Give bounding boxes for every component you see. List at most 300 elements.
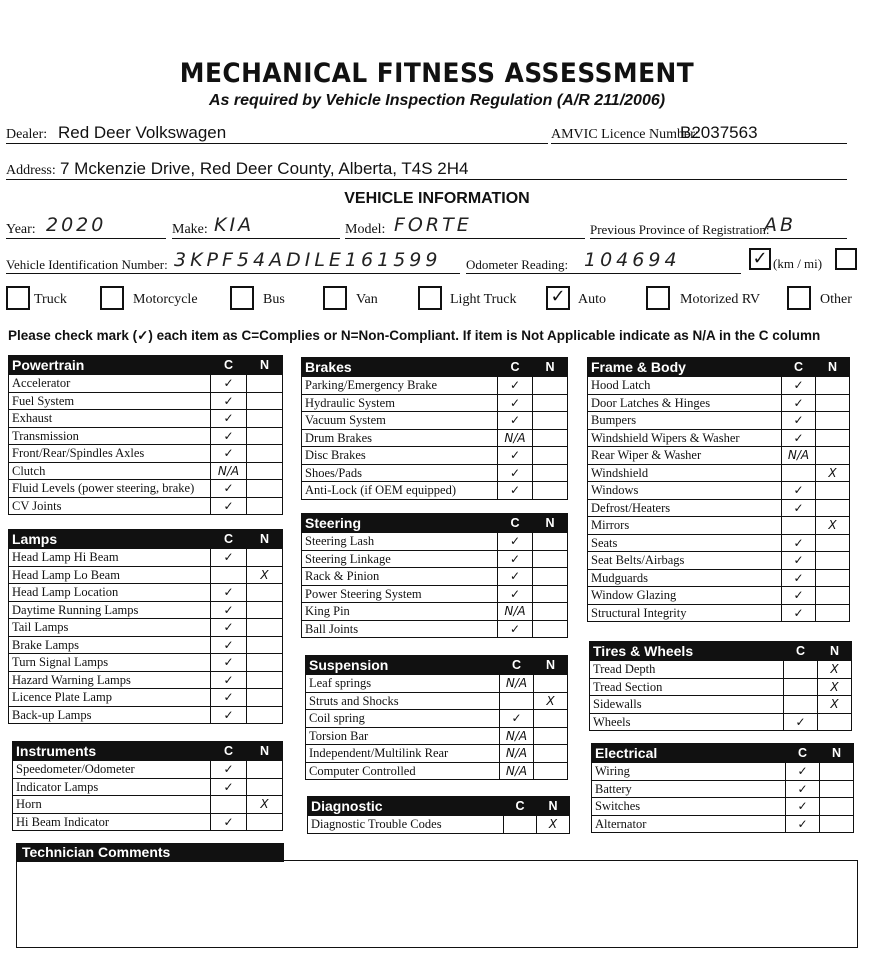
non-compliant-cell[interactable] bbox=[247, 497, 283, 515]
complies-cell[interactable]: N/A bbox=[211, 462, 247, 480]
complies-cell[interactable]: ✓ bbox=[498, 464, 533, 482]
complies-cell[interactable]: ✓ bbox=[498, 533, 533, 551]
non-compliant-cell[interactable] bbox=[533, 482, 568, 500]
complies-cell[interactable] bbox=[504, 816, 537, 834]
auto-checkbox[interactable]: ✓ bbox=[546, 286, 570, 310]
frame-body-col-n: N bbox=[816, 358, 850, 377]
non-compliant-cell[interactable]: X bbox=[534, 692, 568, 710]
non-compliant-cell[interactable] bbox=[247, 584, 283, 602]
complies-cell[interactable]: N/A bbox=[500, 745, 534, 763]
item-label: Hazard Warning Lamps bbox=[9, 671, 211, 689]
non-compliant-cell[interactable] bbox=[533, 464, 568, 482]
item-label: Rack & Pinion bbox=[302, 568, 498, 586]
complies-cell[interactable]: ✓ bbox=[211, 584, 247, 602]
frame-body-row bbox=[588, 569, 850, 587]
brakes-col-c: C bbox=[498, 358, 533, 377]
complies-cell[interactable]: ✓ bbox=[211, 410, 247, 428]
non-compliant-cell[interactable] bbox=[816, 569, 850, 587]
non-compliant-cell[interactable] bbox=[816, 499, 850, 517]
form-title: MECHANICAL FITNESS ASSESSMENT bbox=[179, 58, 695, 89]
suspension-table bbox=[305, 655, 568, 780]
non-compliant-cell[interactable] bbox=[247, 392, 283, 410]
complies-cell[interactable]: ✓ bbox=[782, 377, 816, 395]
instruments-header-row bbox=[13, 742, 283, 761]
tires-wheels-row bbox=[590, 696, 852, 714]
complies-cell[interactable]: N/A bbox=[500, 675, 534, 693]
tires-wheels-col-n: N bbox=[818, 642, 852, 661]
complies-cell[interactable]: ✓ bbox=[211, 392, 247, 410]
steering-row bbox=[302, 568, 568, 586]
frame-body-row bbox=[588, 517, 850, 535]
complies-cell[interactable]: ✓ bbox=[498, 585, 533, 603]
non-compliant-cell[interactable] bbox=[533, 429, 568, 447]
powertrain-row bbox=[9, 497, 283, 515]
frame-body-row bbox=[588, 499, 850, 517]
brakes-row bbox=[302, 464, 568, 482]
light-truck-label: Light Truck bbox=[450, 292, 517, 307]
non-compliant-cell[interactable] bbox=[534, 710, 568, 728]
non-compliant-cell[interactable]: X bbox=[537, 816, 570, 834]
complies-cell[interactable]: ✓ bbox=[784, 713, 818, 731]
complies-cell[interactable]: ✓ bbox=[786, 763, 820, 781]
year-label: Year: bbox=[6, 222, 36, 237]
item-label: Seats bbox=[588, 534, 782, 552]
non-compliant-cell[interactable] bbox=[816, 534, 850, 552]
powertrain-row bbox=[9, 445, 283, 463]
year-underline bbox=[6, 238, 166, 239]
lamps-table bbox=[8, 529, 283, 724]
item-label: Tread Depth bbox=[590, 661, 784, 679]
complies-cell[interactable] bbox=[782, 517, 816, 535]
item-label: CV Joints bbox=[9, 497, 211, 515]
complies-cell[interactable]: ✓ bbox=[782, 412, 816, 430]
model-label: Model: bbox=[345, 222, 386, 237]
complies-cell[interactable] bbox=[500, 692, 534, 710]
lamps-row bbox=[9, 549, 283, 567]
item-label: Defrost/Heaters bbox=[588, 499, 782, 517]
powertrain-row bbox=[9, 427, 283, 445]
item-label: Bumpers bbox=[588, 412, 782, 430]
lamps-row bbox=[9, 654, 283, 672]
item-label: Fuel System bbox=[9, 392, 211, 410]
complies-cell[interactable]: ✓ bbox=[782, 569, 816, 587]
km-checkbox[interactable]: ✓ bbox=[749, 248, 771, 270]
non-compliant-cell[interactable] bbox=[247, 480, 283, 498]
complies-cell[interactable] bbox=[784, 678, 818, 696]
electrical-row bbox=[592, 763, 854, 781]
item-label: Sidewalls bbox=[590, 696, 784, 714]
non-compliant-cell[interactable] bbox=[533, 377, 568, 395]
instruments-row bbox=[13, 796, 283, 814]
non-compliant-cell[interactable] bbox=[533, 394, 568, 412]
complies-cell[interactable]: ✓ bbox=[786, 798, 820, 816]
non-compliant-cell[interactable] bbox=[816, 447, 850, 465]
suspension-row bbox=[306, 745, 568, 763]
complies-cell[interactable]: ✓ bbox=[782, 429, 816, 447]
non-compliant-cell[interactable]: X bbox=[816, 464, 850, 482]
non-compliant-cell[interactable] bbox=[247, 549, 283, 567]
item-label: Shoes/Pads bbox=[302, 464, 498, 482]
lamps-row bbox=[9, 671, 283, 689]
powertrain-col-c: C bbox=[211, 356, 247, 375]
motorized-rv-checkbox[interactable] bbox=[646, 286, 670, 310]
electrical-table bbox=[591, 743, 854, 833]
licence-underline bbox=[551, 143, 847, 144]
complies-cell[interactable] bbox=[782, 464, 816, 482]
item-label: Battery bbox=[592, 780, 786, 798]
non-compliant-cell[interactable] bbox=[820, 780, 854, 798]
suspension-row bbox=[306, 727, 568, 745]
complies-cell[interactable] bbox=[211, 796, 247, 814]
complies-cell[interactable]: ✓ bbox=[782, 499, 816, 517]
instruments-row bbox=[13, 761, 283, 779]
non-compliant-cell[interactable]: X bbox=[818, 661, 852, 679]
electrical-row bbox=[592, 780, 854, 798]
instruments-row bbox=[13, 813, 283, 831]
powertrain-title: Powertrain bbox=[9, 356, 211, 375]
odometer-label: Odometer Reading: bbox=[466, 257, 569, 272]
non-compliant-cell[interactable] bbox=[247, 410, 283, 428]
lamps-header-row bbox=[9, 530, 283, 549]
non-compliant-cell[interactable] bbox=[247, 462, 283, 480]
non-compliant-cell[interactable] bbox=[534, 745, 568, 763]
non-compliant-cell[interactable] bbox=[534, 727, 568, 745]
instruments-col-n: N bbox=[247, 742, 283, 761]
item-label: Structural Integrity bbox=[588, 604, 782, 622]
non-compliant-cell[interactable]: X bbox=[247, 566, 283, 584]
item-label: Power Steering System bbox=[302, 585, 498, 603]
complies-cell[interactable]: ✓ bbox=[211, 619, 247, 637]
motorcycle-label: Motorcycle bbox=[133, 292, 198, 307]
complies-cell[interactable]: ✓ bbox=[211, 761, 247, 779]
other-checkbox[interactable] bbox=[787, 286, 811, 310]
complies-cell[interactable]: N/A bbox=[500, 762, 534, 780]
instruments-title: Instruments bbox=[13, 742, 211, 761]
non-compliant-cell[interactable]: X bbox=[818, 696, 852, 714]
bus-label: Bus bbox=[263, 292, 285, 307]
complies-cell[interactable]: ✓ bbox=[211, 549, 247, 567]
frame-body-col-c: C bbox=[782, 358, 816, 377]
diagnostic-col-n: N bbox=[537, 797, 570, 816]
complies-cell[interactable]: ✓ bbox=[211, 497, 247, 515]
prev-province-label: Previous Province of Registration: bbox=[590, 222, 770, 237]
item-label: Steering Lash bbox=[302, 533, 498, 551]
frame-body-header-row bbox=[588, 358, 850, 377]
item-label: Coil spring bbox=[306, 710, 500, 728]
tires-wheels-row bbox=[590, 661, 852, 679]
powertrain-row bbox=[9, 480, 283, 498]
item-label: Accelerator bbox=[9, 375, 211, 393]
electrical-col-n: N bbox=[820, 744, 854, 763]
non-compliant-cell[interactable] bbox=[816, 394, 850, 412]
complies-cell[interactable]: ✓ bbox=[211, 375, 247, 393]
suspension-row bbox=[306, 675, 568, 693]
non-compliant-cell[interactable]: X bbox=[816, 517, 850, 535]
lamps-title: Lamps bbox=[9, 530, 211, 549]
frame-body-row bbox=[588, 377, 850, 395]
non-compliant-cell[interactable] bbox=[533, 412, 568, 430]
item-label: Horn bbox=[13, 796, 211, 814]
year-value: 2020 bbox=[46, 214, 107, 236]
non-compliant-cell[interactable] bbox=[247, 427, 283, 445]
non-compliant-cell[interactable] bbox=[533, 447, 568, 465]
non-compliant-cell[interactable] bbox=[816, 482, 850, 500]
frame-body-row bbox=[588, 447, 850, 465]
diagnostic-table bbox=[307, 796, 570, 834]
brakes-col-n: N bbox=[533, 358, 568, 377]
item-label: Exhaust bbox=[9, 410, 211, 428]
item-label: Hydraulic System bbox=[302, 394, 498, 412]
frame-body-row bbox=[588, 394, 850, 412]
non-compliant-cell[interactable] bbox=[816, 552, 850, 570]
complies-cell[interactable]: ✓ bbox=[782, 394, 816, 412]
complies-cell[interactable]: ✓ bbox=[782, 552, 816, 570]
truck-label: Truck bbox=[34, 292, 67, 307]
non-compliant-cell[interactable] bbox=[533, 550, 568, 568]
motorcycle-checkbox[interactable] bbox=[100, 286, 124, 310]
complies-cell[interactable] bbox=[784, 661, 818, 679]
steering-row bbox=[302, 603, 568, 621]
item-label: Tread Section bbox=[590, 678, 784, 696]
item-label: Turn Signal Lamps bbox=[9, 654, 211, 672]
item-label: Steering Linkage bbox=[302, 550, 498, 568]
complies-cell[interactable]: ✓ bbox=[211, 706, 247, 724]
tires-wheels-row bbox=[590, 678, 852, 696]
complies-cell[interactable]: ✓ bbox=[211, 480, 247, 498]
item-label: Head Lamp Location bbox=[9, 584, 211, 602]
complies-cell[interactable]: ✓ bbox=[498, 447, 533, 465]
complies-cell[interactable]: ✓ bbox=[211, 427, 247, 445]
suspension-title: Suspension bbox=[306, 656, 500, 675]
powertrain-row bbox=[9, 392, 283, 410]
licence-value: B2037563 bbox=[680, 123, 758, 142]
non-compliant-cell[interactable] bbox=[533, 603, 568, 621]
powertrain-row bbox=[9, 375, 283, 393]
item-label: Head Lamp Lo Beam bbox=[9, 566, 211, 584]
complies-cell[interactable]: ✓ bbox=[211, 601, 247, 619]
complies-cell[interactable]: ✓ bbox=[211, 445, 247, 463]
powertrain-row bbox=[9, 410, 283, 428]
non-compliant-cell[interactable] bbox=[247, 654, 283, 672]
complies-cell[interactable]: N/A bbox=[498, 429, 533, 447]
complies-cell[interactable]: ✓ bbox=[782, 534, 816, 552]
non-compliant-cell[interactable] bbox=[247, 636, 283, 654]
powertrain-table bbox=[8, 355, 283, 515]
diagnostic-row bbox=[308, 816, 570, 834]
model-value: FORTE bbox=[394, 214, 472, 236]
item-label: Daytime Running Lamps bbox=[9, 601, 211, 619]
complies-cell[interactable]: N/A bbox=[498, 603, 533, 621]
brakes-row bbox=[302, 394, 568, 412]
brakes-table bbox=[301, 357, 568, 500]
non-compliant-cell[interactable] bbox=[247, 706, 283, 724]
brakes-row bbox=[302, 377, 568, 395]
address-value: 7 Mckenzie Drive, Red Deer County, Alberta, T4S 2H4 bbox=[60, 159, 469, 178]
item-label: Diagnostic Trouble Codes bbox=[308, 816, 504, 834]
item-label: Front/Rear/Spindles Axles bbox=[9, 445, 211, 463]
item-label: Transmission bbox=[9, 427, 211, 445]
brakes-row bbox=[302, 482, 568, 500]
instruments-col-c: C bbox=[211, 742, 247, 761]
steering-row bbox=[302, 585, 568, 603]
technician-comments-heading: Technician Comments bbox=[16, 843, 284, 862]
complies-cell[interactable]: ✓ bbox=[498, 377, 533, 395]
non-compliant-cell[interactable] bbox=[534, 762, 568, 780]
non-compliant-cell[interactable] bbox=[247, 601, 283, 619]
non-compliant-cell[interactable] bbox=[247, 778, 283, 796]
lamps-row bbox=[9, 619, 283, 637]
item-label: Computer Controlled bbox=[306, 762, 500, 780]
non-compliant-cell[interactable] bbox=[816, 377, 850, 395]
licence-label: AMVIC Licence Number: bbox=[551, 127, 699, 142]
complies-cell[interactable]: ✓ bbox=[498, 620, 533, 638]
frame-body-row bbox=[588, 604, 850, 622]
electrical-row bbox=[592, 798, 854, 816]
item-label: Mirrors bbox=[588, 517, 782, 535]
item-label: Window Glazing bbox=[588, 587, 782, 605]
steering-col-c: C bbox=[498, 514, 533, 533]
complies-cell[interactable] bbox=[211, 566, 247, 584]
tires-wheels-col-c: C bbox=[784, 642, 818, 661]
non-compliant-cell[interactable] bbox=[534, 675, 568, 693]
instruments-row bbox=[13, 778, 283, 796]
complies-cell[interactable]: ✓ bbox=[782, 482, 816, 500]
item-label: Alternator bbox=[592, 815, 786, 833]
item-label: Disc Brakes bbox=[302, 447, 498, 465]
non-compliant-cell[interactable] bbox=[816, 412, 850, 430]
non-compliant-cell[interactable] bbox=[816, 604, 850, 622]
lamps-col-c: C bbox=[211, 530, 247, 549]
item-label: Door Latches & Hinges bbox=[588, 394, 782, 412]
complies-cell[interactable]: ✓ bbox=[498, 482, 533, 500]
item-label: Wheels bbox=[590, 713, 784, 731]
non-compliant-cell[interactable] bbox=[818, 713, 852, 731]
complies-cell[interactable]: ✓ bbox=[782, 587, 816, 605]
complies-cell[interactable]: ✓ bbox=[211, 813, 247, 831]
non-compliant-cell[interactable] bbox=[820, 763, 854, 781]
brakes-row bbox=[302, 447, 568, 465]
complies-cell[interactable]: ✓ bbox=[211, 654, 247, 672]
vehicle-info-heading: VEHICLE INFORMATION bbox=[344, 190, 530, 207]
item-label: Struts and Shocks bbox=[306, 692, 500, 710]
complies-cell[interactable]: ✓ bbox=[498, 568, 533, 586]
tires-wheels-header-row bbox=[590, 642, 852, 661]
dealer-value: Red Deer Volkswagen bbox=[58, 123, 227, 142]
non-compliant-cell[interactable] bbox=[533, 585, 568, 603]
non-compliant-cell[interactable] bbox=[247, 619, 283, 637]
frame-body-title: Frame & Body bbox=[588, 358, 782, 377]
non-compliant-cell[interactable] bbox=[247, 375, 283, 393]
steering-col-n: N bbox=[533, 514, 568, 533]
frame-body-table bbox=[587, 357, 850, 622]
item-label: Mudguards bbox=[588, 569, 782, 587]
item-label: Anti-Lock (if OEM equipped) bbox=[302, 482, 498, 500]
non-compliant-cell[interactable] bbox=[533, 620, 568, 638]
complies-cell[interactable]: N/A bbox=[500, 727, 534, 745]
complies-cell[interactable]: ✓ bbox=[498, 412, 533, 430]
non-compliant-cell[interactable] bbox=[247, 813, 283, 831]
diagnostic-title: Diagnostic bbox=[308, 797, 504, 816]
address-underline bbox=[6, 179, 847, 180]
make-label: Make: bbox=[172, 222, 208, 237]
truck-checkbox[interactable] bbox=[6, 286, 30, 310]
diagnostic-col-c: C bbox=[504, 797, 537, 816]
lamps-col-n: N bbox=[247, 530, 283, 549]
lamps-row bbox=[9, 706, 283, 724]
item-label: Back-up Lamps bbox=[9, 706, 211, 724]
non-compliant-cell[interactable] bbox=[533, 533, 568, 551]
brakes-header-row bbox=[302, 358, 568, 377]
non-compliant-cell[interactable] bbox=[247, 671, 283, 689]
address-label: Address: bbox=[6, 163, 56, 178]
instruments-table bbox=[12, 741, 283, 831]
lamps-row bbox=[9, 601, 283, 619]
make-underline bbox=[172, 238, 340, 239]
complies-cell[interactable]: ✓ bbox=[500, 710, 534, 728]
non-compliant-cell[interactable]: X bbox=[818, 678, 852, 696]
complies-cell[interactable]: ✓ bbox=[782, 604, 816, 622]
item-label: Hi Beam Indicator bbox=[13, 813, 211, 831]
non-compliant-cell[interactable] bbox=[816, 587, 850, 605]
non-compliant-cell[interactable] bbox=[247, 445, 283, 463]
item-label: Brake Lamps bbox=[9, 636, 211, 654]
complies-cell[interactable]: ✓ bbox=[786, 780, 820, 798]
van-checkbox[interactable] bbox=[323, 286, 347, 310]
suspension-col-n: N bbox=[534, 656, 568, 675]
item-label: Hood Latch bbox=[588, 377, 782, 395]
complies-cell[interactable]: ✓ bbox=[211, 778, 247, 796]
suspension-row bbox=[306, 692, 568, 710]
non-compliant-cell[interactable] bbox=[816, 429, 850, 447]
mi-checkbox[interactable] bbox=[835, 248, 857, 270]
vin-value: 3KPF54ADILE161599 bbox=[174, 249, 442, 271]
tires-wheels-table bbox=[589, 641, 852, 731]
complies-cell[interactable]: ✓ bbox=[211, 671, 247, 689]
complies-cell[interactable]: ✓ bbox=[211, 689, 247, 707]
electrical-row bbox=[592, 815, 854, 833]
complies-cell[interactable]: ✓ bbox=[498, 394, 533, 412]
technician-comments-box[interactable] bbox=[16, 860, 858, 948]
odometer-underline bbox=[466, 273, 741, 274]
bus-checkbox[interactable] bbox=[230, 286, 254, 310]
non-compliant-cell[interactable]: X bbox=[247, 796, 283, 814]
complies-cell[interactable]: N/A bbox=[782, 447, 816, 465]
powertrain-col-n: N bbox=[247, 356, 283, 375]
item-label: Wiring bbox=[592, 763, 786, 781]
item-label: Seat Belts/Airbags bbox=[588, 552, 782, 570]
item-label: Licence Plate Lamp bbox=[9, 689, 211, 707]
powertrain-header-row bbox=[9, 356, 283, 375]
lamps-row bbox=[9, 689, 283, 707]
non-compliant-cell[interactable] bbox=[533, 568, 568, 586]
non-compliant-cell[interactable] bbox=[820, 798, 854, 816]
non-compliant-cell[interactable] bbox=[820, 815, 854, 833]
complies-cell[interactable]: ✓ bbox=[786, 815, 820, 833]
lamps-row bbox=[9, 636, 283, 654]
model-underline bbox=[345, 238, 585, 239]
diagnostic-header-row bbox=[308, 797, 570, 816]
non-compliant-cell[interactable] bbox=[247, 689, 283, 707]
complies-cell[interactable] bbox=[784, 696, 818, 714]
complies-cell[interactable]: ✓ bbox=[211, 636, 247, 654]
complies-cell[interactable]: ✓ bbox=[498, 550, 533, 568]
frame-body-row bbox=[588, 429, 850, 447]
suspension-header-row bbox=[306, 656, 568, 675]
non-compliant-cell[interactable] bbox=[247, 761, 283, 779]
auto-label: Auto bbox=[578, 292, 606, 307]
light-truck-checkbox[interactable] bbox=[418, 286, 442, 310]
item-label: Independent/Multilink Rear bbox=[306, 745, 500, 763]
